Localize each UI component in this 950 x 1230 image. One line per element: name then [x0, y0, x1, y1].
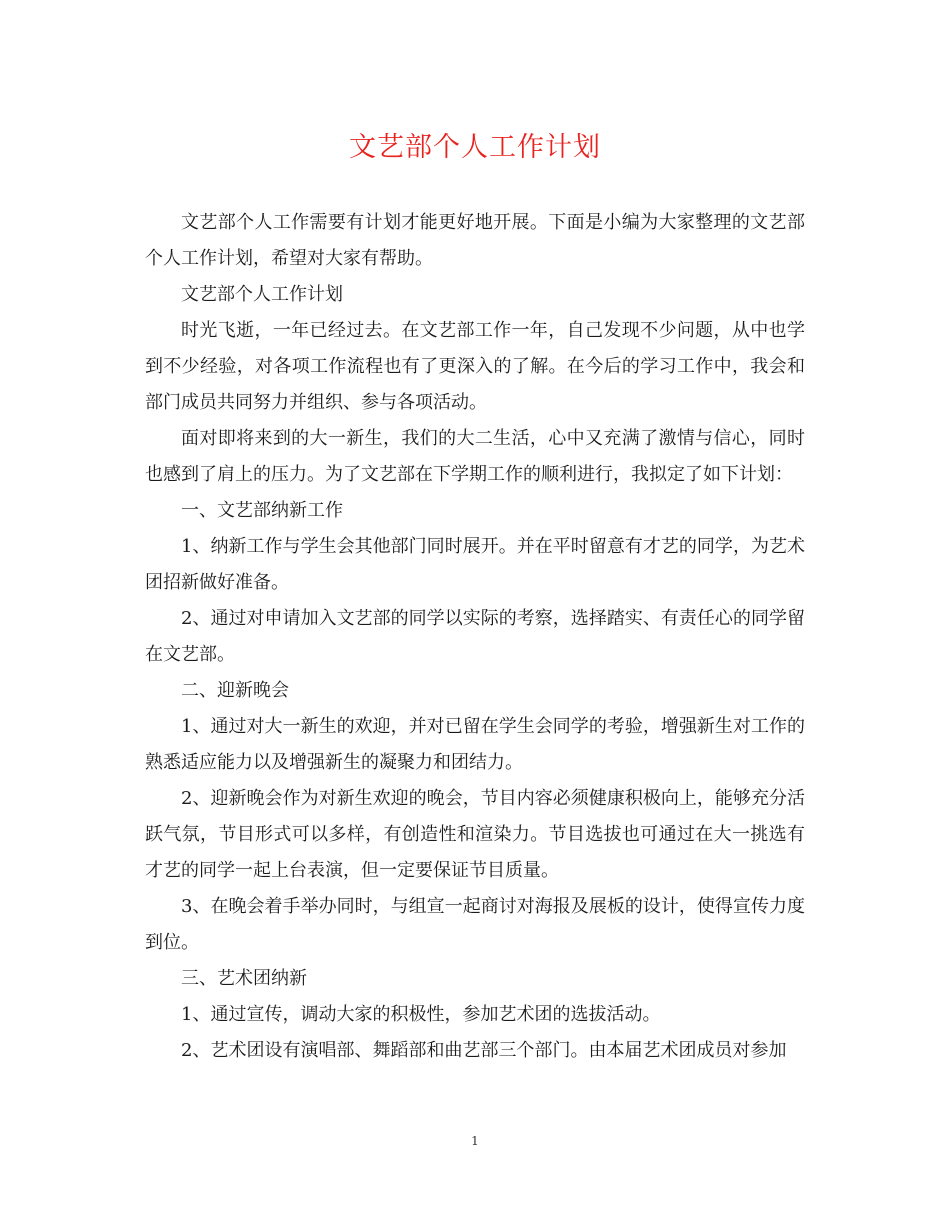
paragraph-intro: 文艺部个人工作需要有计划才能更好地开展。下面是小编为大家整理的文艺部个人工作计划，希望对大家有帮助。 [145, 212, 805, 269]
section-heading-welcome-party: 二、迎新晚会 [181, 680, 289, 701]
paragraph-recruitment-2: 2、通过对申请加入文艺部的同学以实际的考察，选择踏实、有责任心的同学留在文艺部。 [145, 608, 805, 665]
paragraph-recruitment-1: 1、纳新工作与学生会其他部门同时展开。并在平时留意有才艺的同学，为艺术团招新做好准备。 [145, 536, 805, 593]
paragraph-welcome-party-1: 1、通过对大一新生的欢迎，并对已留在学生会同学的考验，增强新生对工作的熟悉适应能力以及增强新生的凝聚力和团结力。 [145, 716, 805, 773]
section-heading-art-troupe: 三、艺术团纳新 [181, 968, 307, 989]
document-title: 文艺部个人工作计划 [349, 132, 601, 163]
paragraph-welcome-party-3: 3、在晚会着手举办同时，与组宣一起商讨对海报及展板的设计，使得宣传力度到位。 [145, 896, 805, 953]
paragraph-welcome-party-2: 2、迎新晚会作为对新生欢迎的晚会，节目内容必须健康积极向上，能够充分活跃气氛，节目形式可以多样，有创造性和渲染力。节目选拔也可通过在大一挑选有才艺的同学一起上台表演，但一定要保证节目质量。 [145, 788, 805, 881]
paragraph-subtitle: 文艺部个人工作计划 [181, 284, 343, 305]
paragraph-reflection: 时光飞逝，一年已经过去。在文艺部工作一年，自己发现不少问题，从中也学到不少经验，对各项工作流程也有了更深入的了解。在今后的学习工作中，我会和部门成员共同努力并组织、参与各项活动。 [145, 320, 805, 413]
paragraph-plan-intro: 面对即将来到的大一新生，我们的大二生活，心中又充满了激情与信心，同时也感到了肩上的压力。为了文艺部在下学期工作的顺利进行，我拟定了如下计划： [145, 428, 805, 485]
paragraph-art-troupe-1: 1、通过宣传，调动大家的积极性，参加艺术团的选拔活动。 [181, 1004, 661, 1025]
section-heading-recruitment: 一、文艺部纳新工作 [181, 500, 343, 521]
page-number: 1 [471, 1134, 479, 1148]
paragraph-art-troupe-2: 2、艺术团设有演唱部、舞蹈部和曲艺部三个部门。由本届艺术团成员对参加 [181, 1040, 787, 1061]
document-body [145, 205, 805, 1069]
